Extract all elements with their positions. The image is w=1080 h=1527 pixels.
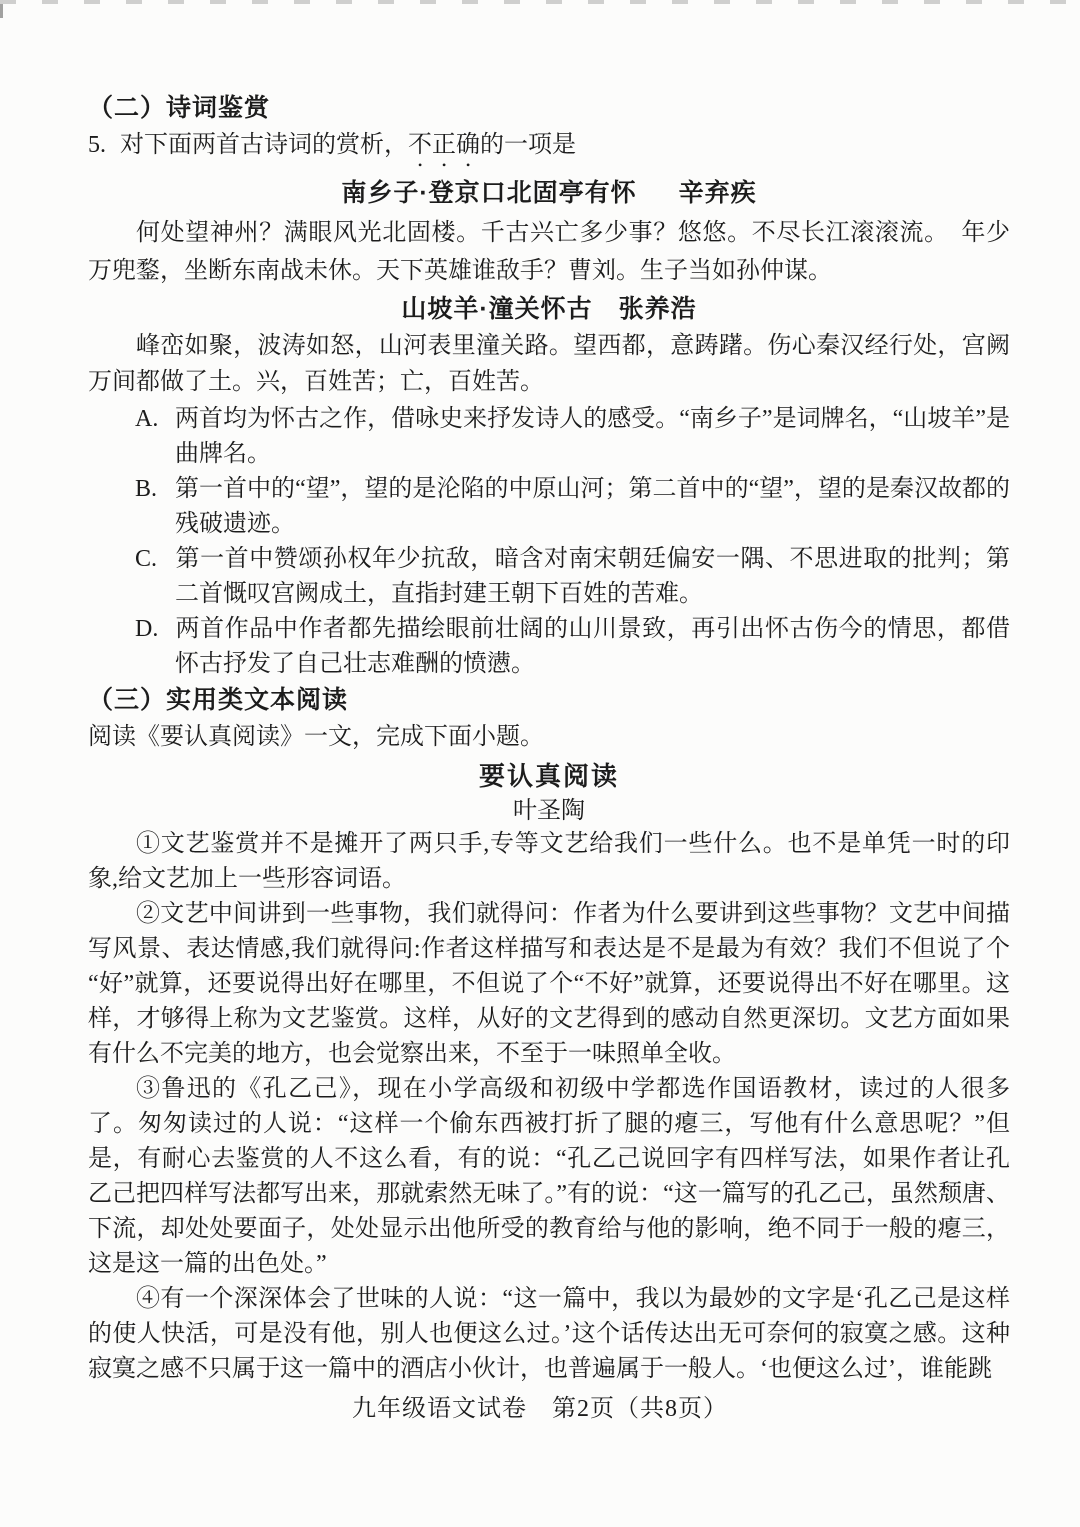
page-footer — [0, 1388, 1080, 1423]
option-c — [88, 542, 1010, 612]
option-d-label: D. — [135, 616, 159, 642]
essay-paragraph-1: ①文艺鉴赏并不是摊开了两只手,专等文艺给我们一些什么。也不是单凭一时的印象,给文艺加上一些形容词语。 — [88, 831, 1010, 892]
option-d — [88, 612, 1010, 682]
poem-2-text: 峰峦如聚，波涛如怒，山河表里潼关路。望西都，意踌躇。伤心秦汉经行处，宫阙万间都做了土。兴，百姓苦；亡，百姓苦。 — [88, 333, 1010, 395]
reading-instruction: 阅读《要认真阅读》一文，完成下面小题。 — [88, 724, 544, 750]
option-b-text: 第一首中的“望”，望的是沦陷的中原山河；第二首中的“望”，望的是秦汉故都的残破遗迹。 — [175, 476, 1010, 537]
option-a-label: A. — [135, 406, 159, 432]
option-c-label: C. — [135, 546, 158, 572]
page-content — [88, 90, 1010, 1387]
option-c-text: 第一首中赞颂孙权年少抗敌，暗含对南宋朝廷偏安一隅、不思进取的批判；第二首慨叹宫阙成土，直指封建王朝下百姓的苦难。 — [175, 546, 1010, 607]
page-footer-text: 九年级语文试卷 第2页（共8页） — [352, 1396, 728, 1422]
section-2-header: （二）诗词鉴赏 — [88, 94, 271, 122]
essay-paragraph-4: ④有一个深深体会了世味的人说：“这一篇中，我以为最妙的文字是‘孔乙己是这样的使人快活，可是没有他，别人也便这么过。’这个话传达出无可奈何的寂寞之感。这种寂寞之感不只属于这一篇中的酒店小伙计，也普遍属于一般人。‘也便这么过’，谁能跳 — [88, 1286, 1010, 1382]
question-5-emphasized-text: 不正确 — [408, 132, 480, 158]
poem-1-author: 辛弃疾 — [678, 179, 757, 207]
section-3-header: （三）实用类文本阅读 — [88, 686, 349, 714]
poem-1-text: 何处望神州？满眼风光北固楼。千古兴亡多少事？悠悠。不尽长江滚滚流。 年少万兜鍪，坐断东南战未休。天下英雄谁敌手？曹刘。生子当如孙仲谋。 — [88, 220, 1010, 284]
poem-2-author: 张养浩 — [618, 295, 697, 323]
scan-noise-corner — [0, 4, 3, 18]
poem-2-title-line — [88, 290, 1010, 328]
option-b-label: B. — [135, 476, 158, 502]
essay-paragraph-3: ③鲁迅的《孔乙己》，现在小学高级和初级中学都选作国语教材，读过的人很多了。匆匆读过的人说：“这样一个偷东西被打折了腿的瘪三，写他有什么意思呢？”但是，有耐心去鉴赏的人不这么看，有的说：“孔乙己说回字有四样写法，如果作者让孔乙己把四样写法都写出来，那就索然无味了。”有的说：“这一篇写的孔乙己，虽然颓唐、下流，却处处要面子，处处显示出他所受的教育给与他的影响，绝不同于一般的瘪三，这是这一篇的出色处。” — [88, 1076, 1010, 1277]
essay-paragraph-2: ②文艺中间讲到一些事物，我们就得问：作者为什么要讲到这些事物？文艺中间描写风景、表达情感,我们就得问:作者这样描写和表达是不是最为有效？我们不但说了个“好”就算，还要说得出好在哪里，不但说了个“不好”就算，还要说得出不好在哪里。这样，才够得上称为文艺鉴赏。这样，从好的文艺得到的感动自然更深切。文艺方面如果有什么不完美的地方，也会觉察出来，不至于一味照单全收。 — [88, 901, 1010, 1067]
essay-author: 叶圣陶 — [513, 798, 585, 824]
poem-1-title: 南乡子·登京口北固亭有怀 — [341, 179, 637, 207]
question-5-number: 5. — [88, 132, 106, 158]
poem-1-title-line — [88, 172, 1010, 214]
essay-title: 要认真阅读 — [478, 761, 619, 791]
question-5-options — [88, 402, 1010, 682]
option-a-text: 两首均为怀古之作，借咏史来抒发诗人的感受。“南乡子”是词牌名，“山坡羊”是曲牌名。 — [175, 406, 1010, 467]
question-5-text-after: 的一项是 — [480, 132, 576, 158]
option-d-text: 两首作品中作者都先描绘眼前壮阔的山川景致，再引出怀古伤今的情思，都借怀古抒发了自己壮志难酬的愤懑。 — [175, 616, 1010, 677]
option-a — [88, 402, 1010, 472]
question-5 — [88, 127, 1010, 172]
question-5-text-before: 对下面两首古诗词的赏析， — [120, 132, 408, 158]
option-b — [88, 472, 1010, 542]
poem-2-title: 山坡羊·潼关怀古 — [401, 295, 593, 323]
scan-noise-top — [0, 0, 1080, 4]
